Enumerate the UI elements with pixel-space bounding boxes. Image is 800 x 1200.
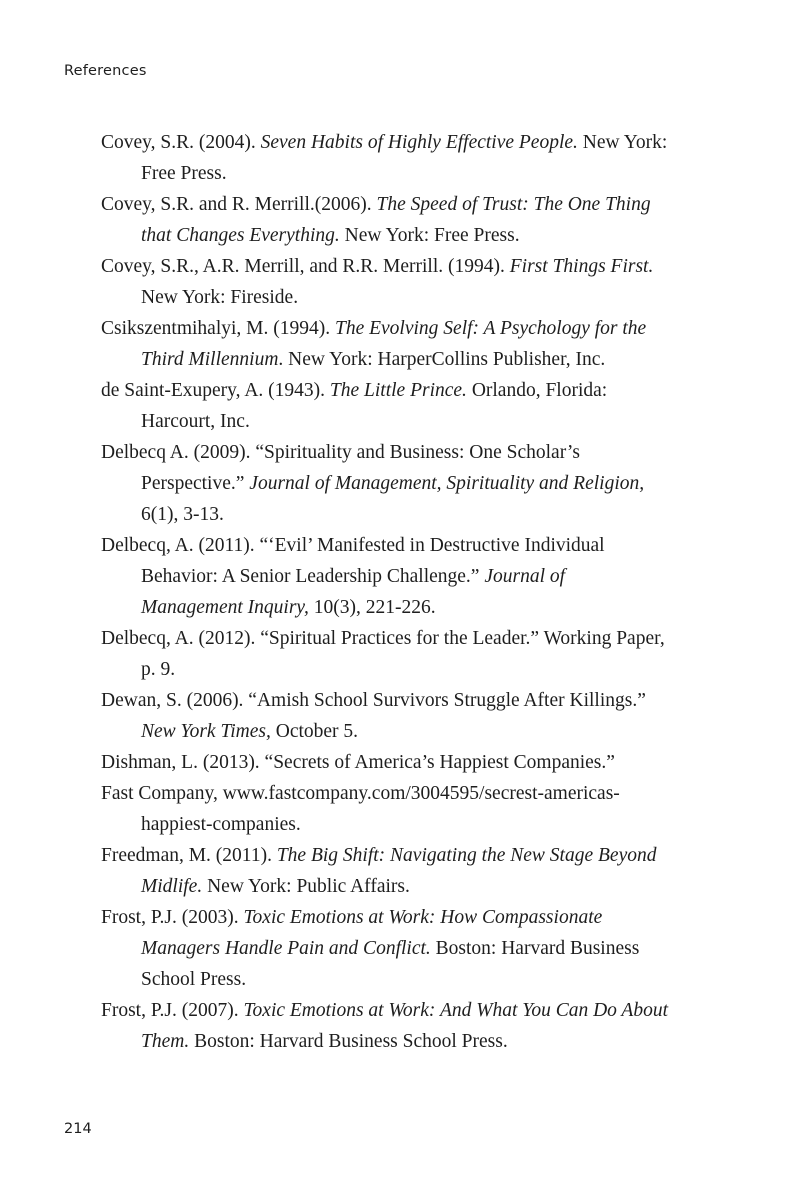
reference-text: Delbecq A. (2009). “Spirituality and Business: One Scholar’s Perspective.”: [101, 442, 585, 494]
reference-entry: [101, 778, 671, 840]
reference-text: New York: Fireside.: [141, 256, 659, 308]
reference-title: First Things First.: [509, 256, 654, 277]
reference-text: Dewan, S. (2006). “Amish School Survivors Struggle After Killings.”: [101, 690, 651, 711]
reference-text: Fast Company, www.fastcompany.com/3004595/secrest-americas-happiest-companies.: [101, 783, 620, 835]
reference-text: Delbecq, A. (2011). “‘Evil’ Manifested in Destructive Individual Behavior: A Senior Leadership Challenge.”: [101, 535, 610, 587]
reference-entry: [101, 313, 671, 375]
reference-text: . New York: HarperCollins Publisher, Inc.: [278, 349, 606, 370]
reference-entry: [101, 251, 671, 313]
reference-text: Covey, S.R., A.R. Merrill, and R.R. Merrill. (1994).: [101, 256, 510, 277]
reference-text: Frost, P.J. (2003).: [101, 907, 244, 928]
reference-text: 10(3), 221-226.: [308, 597, 436, 618]
reference-entry: [101, 623, 671, 685]
reference-entry: [101, 685, 671, 747]
reference-title: Toxic Emotions at Work: And What You Can Do About Them.: [141, 1000, 669, 1052]
page-number: 214: [64, 1121, 92, 1137]
reference-title: The Speed of Trust: The One Thing that Changes Everything.: [141, 194, 651, 246]
reference-title: The Little Prince.: [329, 380, 467, 401]
reference-list: [101, 127, 671, 1057]
reference-text: 6(1), 3-13.: [141, 473, 649, 525]
reference-text: New York: Free Press.: [141, 132, 673, 184]
reference-title: Journal of Management, Spirituality and Religion,: [249, 473, 645, 494]
reference-title: The Big Shift: Navigating the New Stage Beyond Midlife.: [141, 845, 657, 897]
reference-text: Boston: Harvard Business School Press.: [141, 938, 645, 990]
reference-text: Freedman, M. (2011).: [101, 845, 277, 866]
reference-entry: [101, 530, 671, 623]
running-head: References: [64, 63, 147, 79]
reference-title: The Evolving Self: A Psychology for the Third Millennium: [141, 318, 647, 370]
reference-text: Frost, P.J. (2007).: [101, 1000, 244, 1021]
reference-text: Csikszentmihalyi, M. (1994).: [101, 318, 335, 339]
reference-text: de Saint-Exupery, A. (1943).: [101, 380, 330, 401]
reference-entry: [101, 902, 671, 995]
reference-text: New York: Free Press.: [339, 225, 520, 246]
reference-entry: [101, 189, 671, 251]
reference-text: Covey, S.R. (2004).: [101, 132, 261, 153]
reference-text: October 5.: [270, 721, 359, 742]
reference-entry: [101, 375, 671, 437]
reference-text: Orlando, Florida: Harcourt, Inc.: [141, 380, 613, 432]
reference-entry: [101, 437, 671, 530]
reference-title: Toxic Emotions at Work: How Compassionate Managers Handle Pain and Conflict.: [141, 907, 603, 959]
reference-title: Journal of Management Inquiry,: [141, 566, 566, 618]
reference-entry: [101, 127, 671, 189]
reference-text: Covey, S.R. and R. Merrill.(2006).: [101, 194, 377, 215]
reference-title: Seven Habits of Highly Effective People.: [260, 132, 578, 153]
reference-text: Dishman, L. (2013). “Secrets of America’s Happiest Companies.”: [101, 752, 615, 773]
reference-entry: [101, 747, 671, 778]
reference-text: Delbecq, A. (2012). “Spiritual Practices for the Leader.” Working Paper, p. 9.: [101, 628, 670, 680]
reference-title: New York Times,: [141, 721, 271, 742]
reference-text: New York: Public Affairs.: [202, 876, 410, 897]
reference-entry: [101, 995, 671, 1057]
reference-text: Boston: Harvard Business School Press.: [189, 1031, 508, 1052]
reference-entry: [101, 840, 671, 902]
